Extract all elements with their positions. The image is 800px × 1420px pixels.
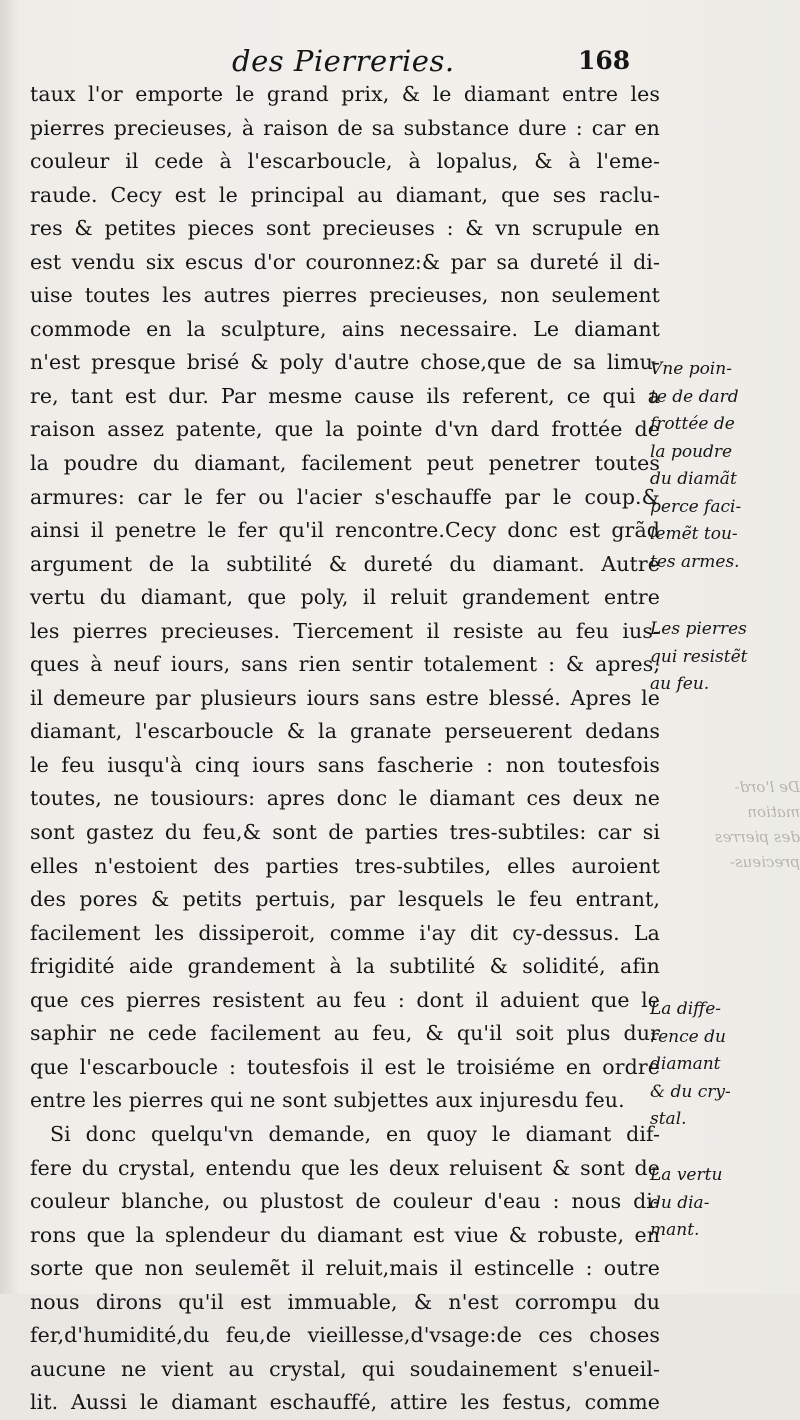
margin-note-line: qui resistẽt (650, 646, 748, 667)
text-line: frigidité aide grandement à la subtilité & solidité, afin (30, 954, 660, 979)
margin-note-line: & du cry- (650, 1081, 731, 1102)
text-line: ques à neuf iours, sans rien sentir totalement : & apres, (30, 652, 660, 677)
running-head: des Pierreries. (232, 44, 455, 78)
text-line: facilement les dissiperoit, comme i'ay dit cy-dessus. La (30, 920, 660, 945)
text-line: fer,d'humidité,du feu,de vieillesse,d'vsage:de ces choses (30, 1323, 660, 1348)
margin-note-line: mant. (650, 1220, 700, 1240)
margin-note-line: la poudre (650, 441, 733, 462)
text-line: nous dirons qu'il est immuable, & n'est corrompu du (30, 1289, 660, 1314)
margin-note-line: diamant (650, 1054, 721, 1074)
margin-note-line: perce faci- (650, 496, 742, 517)
text-line: elles n'estoient des parties tres-subtiles, elles auroient (30, 853, 660, 878)
text-line: re, tant est dur. Par mesme cause ils referent, ce qui a (30, 383, 660, 408)
text-line: il demeure par plusieurs iours sans estre blessé. Apres le (30, 685, 660, 710)
text-line: uise toutes les autres pierres precieuses, non seulement (30, 283, 660, 308)
text-line: des pores & petits pertuis, par lesquels le feu entrant, (30, 887, 660, 912)
text-line: raison assez patente, que la pointe d'vn dard frottée de (30, 417, 660, 442)
text-line: couleur il cede à l'escarboucle, à lopalus, & à l'eme- (30, 149, 660, 174)
text-line: argument de la subtilité & dureté du diamant. Autre (30, 551, 660, 576)
text-line: est vendu six escus d'or couronnez:& par sa dureté il di- (30, 249, 660, 274)
text-line: aucune ne vient au crystal, qui soudainement s'enueil- (30, 1356, 660, 1381)
margin-note-line: du dia- (650, 1192, 710, 1213)
text-line: n'est presque brisé & poly d'autre chose,que de sa limu- (30, 350, 660, 375)
margin-note-line: La vertu (650, 1165, 723, 1185)
text-line: couleur blanche, ou plustost de couleur d'eau : nous di- (30, 1189, 660, 1214)
text-line: le feu iusqu'à cinq iours sans fascherie : non toutesfois (30, 752, 660, 777)
text-line: saphir ne cede facilement au feu, & qu'il soit plus dur (30, 1021, 660, 1046)
show-through-line: mation (747, 803, 800, 821)
margin-note-virtue (650, 1162, 798, 1245)
text-line: toutes, ne tousiours: apres donc le diamant ces deux ne (30, 786, 660, 811)
margin-note-line: rence du (650, 1026, 726, 1047)
margin-note-line: te de dard (650, 386, 739, 407)
margin-note-line: lemẽt tou- (650, 524, 738, 544)
margin-note-line: au feu. (650, 674, 710, 694)
margin-note-dart (650, 356, 798, 576)
text-line: ainsi il penetre le fer qu'il rencontre.Cecy donc est grãd (30, 518, 660, 543)
text-line: sont gastez du feu,& sont de parties tres-subtiles: car si (30, 820, 660, 845)
margin-note-line: du diamãt (650, 469, 737, 489)
margin-note-line: tes armes. (650, 551, 740, 572)
text-line: que ces pierres resistent au feu : dont il aduient que le (30, 987, 660, 1012)
margin-notes-column (650, 0, 800, 1294)
text-line: diamant, l'escarboucle & la granate perseuerent dedans (30, 719, 660, 744)
text-line: les pierres precieuses. Tiercement il resiste au feu ius- (30, 618, 660, 643)
margin-note-line: stal. (650, 1109, 687, 1129)
text-line: sorte que non seulemẽt il reluit,mais il estincelle : outre (30, 1256, 660, 1281)
show-through-line: precieus- (729, 853, 800, 871)
text-line: que l'escarboucle : toutesfois il est le troisiéme en ordre (30, 1054, 660, 1079)
page-number: 168 (578, 46, 631, 75)
show-through-line: De l'ord- (734, 778, 800, 796)
text-line: Si donc quelqu'vn demande, en quoy le diamant dif- (50, 1121, 660, 1146)
text-line: rons que la splendeur du diamant est viue & robuste, en (30, 1222, 660, 1247)
margin-note-line: La diffe- (650, 999, 721, 1019)
text-line: lit. Aussi le diamant eschauffé, attire les festus, comme (30, 1390, 660, 1415)
show-through-text (690, 775, 800, 875)
text-line: fere du crystal, entendu que les deux reluisent & sont de (30, 1155, 660, 1180)
text-line: la poudre du diamant, facilement peut penetrer toutes (30, 451, 660, 476)
text-line: commode en la sculpture, ains necessaire. Le diamant (30, 316, 660, 341)
show-through-line: des pierres (714, 828, 800, 846)
text-line: raude. Cecy est le principal au diamant, que ses raclu- (30, 182, 660, 207)
margin-note-line: Les pierres (650, 619, 747, 639)
margin-note-line: Vne poin- (650, 359, 732, 379)
text-line: armures: car le fer ou l'acier s'eschauffe par le coup.& (30, 484, 660, 509)
text-line: res & petites pieces sont precieuses : & vn scrupule en (30, 216, 660, 241)
margin-note-line: frottée de (650, 414, 735, 434)
text-line: vertu du diamant, que poly, il reluit grandement entre (30, 585, 660, 610)
text-line: taux l'or emporte le grand prix, & le diamant entre les (30, 82, 660, 106)
main-text-column (30, 78, 660, 1420)
margin-note-difference (650, 996, 798, 1134)
text-line: pierres precieuses, à raison de sa substance dure : car en (30, 115, 660, 140)
margin-note-fire (650, 616, 798, 699)
text-line: entre les pierres qui ne sont subjettes aux injuresdu feu. (30, 1088, 625, 1113)
